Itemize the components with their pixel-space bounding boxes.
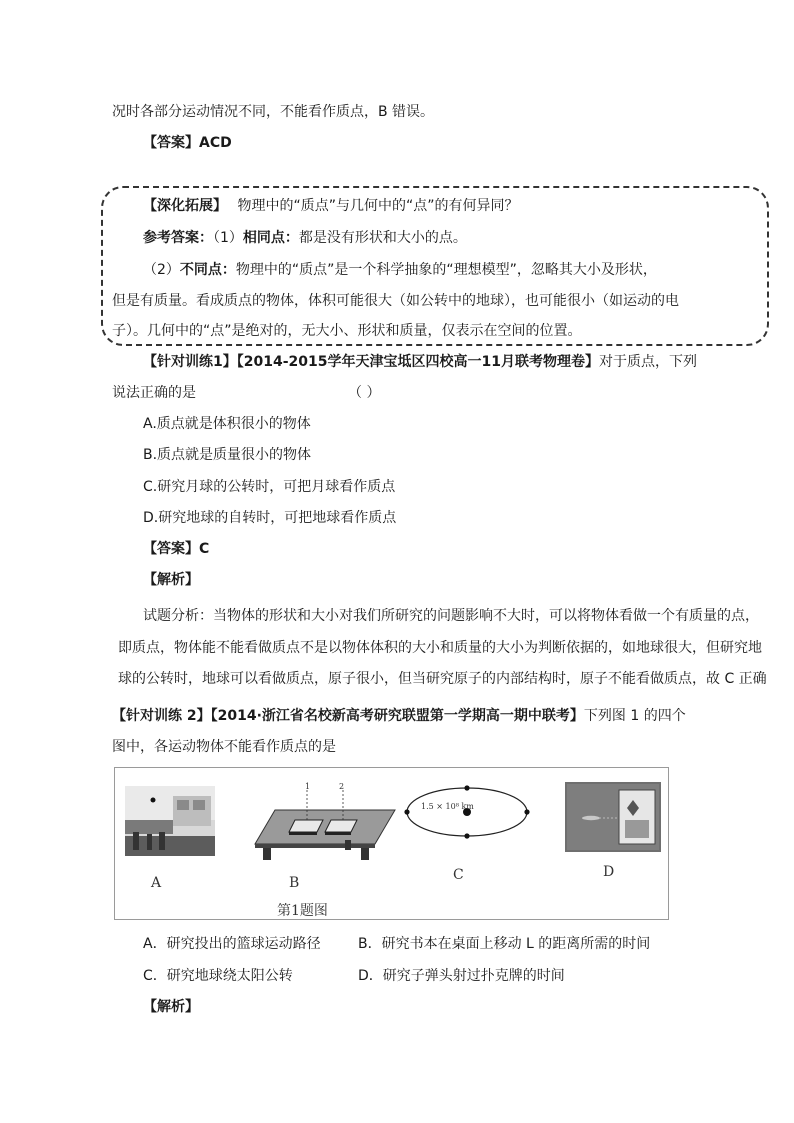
q2-stem: 图中，各运动物体不能看作质点的是 bbox=[112, 739, 336, 755]
figure-caption: 第1题图 bbox=[277, 903, 328, 919]
orbit-distance: 1.5 × 10⁸ km bbox=[421, 802, 474, 811]
answer-label: 【答案】ACD bbox=[143, 135, 232, 151]
figure-label-b: B bbox=[289, 875, 300, 891]
continued-text: 况时各部分运动情况不同，不能看作质点，B 错误。 bbox=[112, 104, 435, 120]
q1-analysis-line-2: 即质点，物体能不能看做质点不是以物体体积的大小和质量的大小为判断依据的，如地球很大，但研究地 bbox=[118, 640, 762, 656]
q1-tag: 【针对训练1】【2014-2015学年天津宝坻区四校高一11月联考物理卷】 bbox=[143, 354, 599, 370]
q1-option-a: A.质点就是体积很小的物体 bbox=[143, 416, 311, 432]
q2-option-d-text: D．研究子弹头射过扑克牌的时间 bbox=[358, 968, 565, 984]
basketball-photo bbox=[125, 786, 215, 856]
q1-heading bbox=[143, 352, 697, 372]
q1-stem bbox=[112, 383, 381, 403]
extension-title bbox=[143, 196, 518, 216]
figure-label-a: A bbox=[151, 875, 162, 891]
q2-stem-end: 下列图 1 的四个 bbox=[583, 708, 686, 724]
q1-answer: 【答案】C bbox=[143, 541, 210, 557]
orbit-diagram bbox=[401, 782, 541, 842]
bullet-card-photo bbox=[565, 782, 661, 852]
q2-option-c-text: C．研究地球绕太阳公转 bbox=[143, 968, 293, 984]
p1-num: （1） bbox=[213, 230, 243, 246]
q1-paren: （ ） bbox=[348, 385, 381, 401]
q2-option-a-text: A．研究投出的篮球运动路径 bbox=[143, 936, 321, 952]
figure-label-d: D bbox=[603, 864, 615, 880]
q1-option-c: C.研究月球的公转时，可把月球看作质点 bbox=[143, 479, 396, 495]
mark-1: 1 bbox=[305, 782, 311, 791]
q2-option-c bbox=[143, 966, 565, 986]
ref-label: 参考答案： bbox=[143, 230, 213, 246]
q1-option-b: B.质点就是质量很小的物体 bbox=[143, 447, 312, 463]
extension-p4: 子）。几何中的“点”是绝对的，无大小、形状和质量，仅表示在空间的位置。 bbox=[112, 323, 582, 339]
q2-analysis-label: 【解析】 bbox=[143, 999, 199, 1015]
q2-heading bbox=[112, 706, 686, 726]
extension-ref bbox=[143, 228, 467, 248]
q2-option-b-text: B．研究书本在桌面上移动 L 的距离所需的时间 bbox=[358, 936, 651, 952]
p2-label: 不同点： bbox=[179, 262, 236, 278]
extension-p3: 但是有质量。看成质点的物体，体积可能很大（如公转中的地球），也可能很小（如运动的电 bbox=[112, 293, 679, 309]
p2-num: （2） bbox=[143, 262, 180, 278]
q1-option-d: D.研究地球的自转时，可把地球看作质点 bbox=[143, 510, 397, 526]
extension-tag: 【深化拓展】 bbox=[143, 198, 227, 214]
figure-label-c: C bbox=[453, 867, 464, 883]
q1-stem2: 说法正确的是 bbox=[112, 385, 196, 401]
extension-question: 物理中的“质点”与几何中的“点”的有何异同？ bbox=[237, 198, 519, 214]
q1-stem-end: 对于质点，下列 bbox=[598, 354, 697, 370]
p1-text: 都是没有形状和大小的点。 bbox=[298, 230, 467, 246]
q1-analysis-label: 【解析】 bbox=[143, 572, 199, 588]
q2-tag: 【针对训练 2】【2014·浙江省名校新高考研究联盟第一学期高一期中联考】 bbox=[112, 708, 584, 724]
book-table-drawing bbox=[245, 782, 405, 862]
q1-analysis-line-3: 球的公转时，地球可以看做质点，原子很小，但当研究原子的内部结构时，原子不能看做质点，故 C 正确 bbox=[118, 671, 767, 687]
figure-panel bbox=[114, 767, 669, 920]
mark-2: 2 bbox=[339, 782, 345, 791]
q1-analysis-line-1: 试题分析：当物体的形状和大小对我们所研究的问题影响不大时，可以将物体看做一个有质量的点， bbox=[143, 608, 759, 624]
q2-option-a bbox=[143, 934, 651, 954]
p1-label: 相同点： bbox=[242, 230, 299, 246]
p2-text: 物理中的“质点”是一个科学抽象的“理想模型”，忽略其大小及形状， bbox=[235, 262, 657, 278]
extension-p2 bbox=[143, 260, 657, 280]
